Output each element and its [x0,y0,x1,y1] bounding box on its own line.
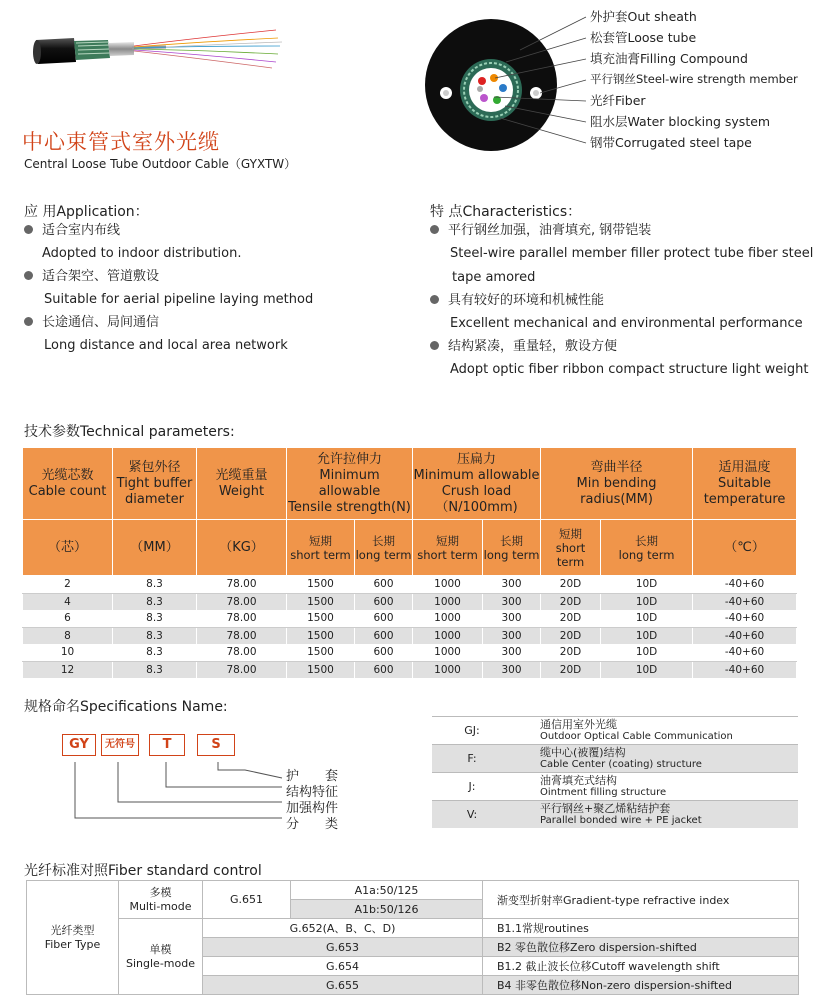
callout-out-sheath: 外护套Out sheath [590,9,697,24]
bending-long-term: 长期 long term [601,520,693,576]
table-cell: 20D [541,661,601,678]
unit-count: （芯） [23,520,113,576]
application-item [24,315,159,331]
spec-box-t: T [149,734,185,756]
table-cell: 12 [23,661,113,678]
application-item-en: Long distance and local area network [44,338,288,353]
bullet-icon [24,317,33,326]
spec-desc-cn: 油膏填充式结构 [540,773,617,787]
callout-loose-tube: 松套管Loose tube [590,30,697,45]
fiber-desc-cell: B4 非零色散位移Non-zero dispersion-shifted [483,976,799,995]
th-cable-count: 光缆芯数 Cable count [23,448,113,520]
bullet-icon [24,225,33,234]
table-cell: 10D [601,576,693,594]
characteristics-item-en: Steel-wire parallel member filler protect tube fiber steel [450,246,814,261]
multi-mode-cell: 多模 Multi-mode [119,881,203,919]
tech-params-body [23,576,797,679]
spec-label-category: 分 类 [286,817,339,832]
spec-name-title: 规格命名Specifications Name: [24,699,228,715]
spec-desc-en: Ointment filling structure [540,786,667,798]
table-cell: 10D [601,627,693,644]
table-cell: 78.00 [197,644,287,661]
tensile-short-term: 短期 short term [287,520,355,576]
table-row [23,593,797,610]
characteristics-item-en: Adopt optic fiber ribbon compact structure light weight [450,362,809,377]
table-cell: 300 [483,627,541,644]
table-cell: 1000 [413,627,483,644]
table-cell: 300 [483,644,541,661]
application-heading: 应 用Application： [24,204,149,220]
tech-params-title: 技术参数Technical parameters: [24,424,235,440]
table-cell: 1500 [287,661,355,678]
characteristics-item-cn: 具有较好的环境和机械性能 [448,293,605,308]
table-cell: 78.00 [197,576,287,594]
spec-desc-cn: 缆中心(被覆)结构 [540,745,626,759]
spec-box-s: S [197,734,235,756]
table-row [23,627,797,644]
table-cell: 300 [483,661,541,678]
table-row [23,576,797,594]
spec-description [512,773,798,801]
table-cell: 1000 [413,576,483,594]
table-cell: 10D [601,610,693,627]
table-cell: -40+60 [693,644,797,661]
characteristics-item-cn: 平行钢丝加强，油膏填充, 钢带铠装 [448,223,652,238]
bullet-icon [430,295,439,304]
gradient-index-cell: 渐变型折射率Gradient-type refractive index [483,881,799,919]
spec-code: F: [432,745,512,773]
characteristics-item-cn: 结构紧凑，重量轻，敷设方便 [448,339,618,354]
crush-long-term: 长期 long term [483,520,541,576]
bullet-icon [430,341,439,350]
table-cell: 10D [601,644,693,661]
table-cell: 300 [483,610,541,627]
table-cell: 1500 [287,627,355,644]
product-title-en: Central Loose Tube Outdoor Cable（GYXTW） [24,157,297,171]
table-cell: 1500 [287,576,355,594]
crush-short-term: 短期 short term [413,520,483,576]
bullet-icon [24,271,33,280]
spec-desc-cn: 通信用室外光缆 [540,717,617,731]
spec-row [432,717,798,745]
g651-cell: G.651 [203,881,291,919]
table-cell: 2 [23,576,113,594]
table-cell: 10 [23,644,113,661]
table-cell: 10D [601,661,693,678]
table-cell: 1500 [287,610,355,627]
tensile-long-term: 长期 long term [355,520,413,576]
product-title-cn: 中心束管式室外光缆 [22,130,220,154]
table-row [23,661,797,678]
spec-label-sheath: 护 套 [286,769,339,784]
characteristics-item-en: Excellent mechanical and environmental performance [450,316,803,331]
table-cell: 20D [541,593,601,610]
table-cell: 20D [541,610,601,627]
application-item-cn: 长途通信、局间通信 [42,315,160,330]
table-cell: 20D [541,627,601,644]
table-cell: -40+60 [693,627,797,644]
spec-desc-en: Parallel bonded wire + PE jacket [540,814,702,826]
unit-temperature: （℃） [693,520,797,576]
bullet-icon [430,225,439,234]
th-temperature: 适用温度 Suitable temperature [693,448,797,520]
unit-diameter: （MM） [113,520,197,576]
table-cell: 1500 [287,644,355,661]
fiber-standard-table [26,880,799,995]
spec-row [432,745,798,773]
table-cell: 600 [355,644,413,661]
callout-steel-tape: 钢带Corrugated steel tape [590,135,752,150]
table-cell: 8.3 [113,593,197,610]
fiber-std-cell: G.655 [203,976,483,995]
table-cell: 8.3 [113,644,197,661]
a1a-cell: A1a:50/125 [291,881,483,900]
a1b-cell: A1b:50/126 [291,900,483,919]
spec-description [512,801,798,829]
fiber-std-cell: G.654 [203,957,483,976]
table-cell: 78.00 [197,661,287,678]
fiber-desc-cell: B2 零色散位移Zero dispersion-shifted [483,938,799,957]
table-cell: 20D [541,644,601,661]
cable-cross-section-diagram [424,18,558,152]
characteristics-item [430,223,651,239]
fiber-std-cell: G.652(A、B、C、D) [203,919,483,938]
table-cell: 10D [601,593,693,610]
cable-illustration [26,18,284,78]
table-cell: -40+60 [693,593,797,610]
table-cell: 8.3 [113,627,197,644]
characteristics-heading: 特 点Characteristics： [430,204,582,220]
fiber-type-cell: 光纤类型 Fiber Type [27,881,119,995]
application-item-en: Adopted to indoor distribution. [42,246,242,261]
table-cell: 600 [355,627,413,644]
table-cell: 4 [23,593,113,610]
table-cell: 8 [23,627,113,644]
table-cell: 1000 [413,661,483,678]
table-cell: 600 [355,610,413,627]
table-cell: 300 [483,593,541,610]
spec-code: V: [432,801,512,829]
characteristics-item [430,293,604,309]
application-item [24,223,120,239]
fiber-std-cell: G.653 [203,938,483,957]
table-cell: 78.00 [197,610,287,627]
application-item-en: Suitable for aerial pipeline laying method [44,292,314,307]
table-cell: 20D [541,576,601,594]
application-item-cn: 适合架空、管道敷设 [42,269,160,284]
table-cell: 8.3 [113,576,197,594]
spec-row [432,801,798,829]
table-cell: 78.00 [197,593,287,610]
characteristics-item-en: tape amored [452,270,536,285]
table-cell: 300 [483,576,541,594]
application-item-cn: 适合室内布线 [42,223,121,238]
table-cell: 6 [23,610,113,627]
table-cell: -40+60 [693,576,797,594]
table-cell: 600 [355,593,413,610]
application-item [24,269,159,285]
th-diameter: 紧包外径 Tight buffer diameter [113,448,197,520]
th-bending: 弯曲半径 Min bending radius(MM) [541,448,693,520]
single-mode-cell: 单模 Single-mode [119,919,203,995]
callout-fiber: 光纤Fiber [590,93,646,108]
spec-desc-cn: 平行钢丝+聚乙烯粘结护套 [540,801,671,815]
bending-short-term: 短期 short term [541,520,601,576]
table-cell: 8.3 [113,610,197,627]
fiber-desc-cell: B1.2 截止波长位移Cutoff wavelength shift [483,957,799,976]
table-row [23,610,797,627]
callout-filling-compound: 填充油膏Filling Compound [590,51,748,66]
table-cell: 600 [355,661,413,678]
callout-steel-wire: 平行钢丝Steel-wire strength member [590,72,798,86]
spec-desc-en: Outdoor Optical Cable Communication [540,730,733,742]
spec-box-gy: GY [62,734,96,756]
unit-weight: （KG） [197,520,287,576]
table-cell: -40+60 [693,610,797,627]
th-weight: 光缆重量 Weight [197,448,287,520]
tech-params-table [22,447,797,678]
table-cell: 600 [355,576,413,594]
spec-code-table [432,716,798,828]
spec-desc-en: Cable Center (coating) structure [540,758,702,770]
table-cell: 1000 [413,610,483,627]
spec-description [512,745,798,773]
table-cell: 8.3 [113,661,197,678]
spec-label-strength: 加强构件 [286,801,339,816]
callout-water-blocking: 阻水层Water blocking system [590,114,771,129]
th-tensile: 允许拉伸力 Minimum allowable Tensile strength(N) [287,448,413,520]
fiber-standard-title: 光纤标准对照Fiber standard control [24,863,262,879]
table-cell: 78.00 [197,627,287,644]
table-cell: 1000 [413,644,483,661]
spec-description [512,717,798,745]
spec-code: J: [432,773,512,801]
table-row [23,644,797,661]
characteristics-item [430,339,617,355]
spec-row [432,773,798,801]
spec-code: GJ: [432,717,512,745]
spec-label-structure: 结构特征 [286,785,339,800]
table-cell: 1500 [287,593,355,610]
spec-box-no-symbol: 无符号 [101,734,139,756]
table-cell: 1000 [413,593,483,610]
th-crush: 压扁力 Minimum allowable Crush load （N/100mm) [413,448,541,520]
fiber-desc-cell: B1.1常规routines [483,919,799,938]
table-cell: -40+60 [693,661,797,678]
